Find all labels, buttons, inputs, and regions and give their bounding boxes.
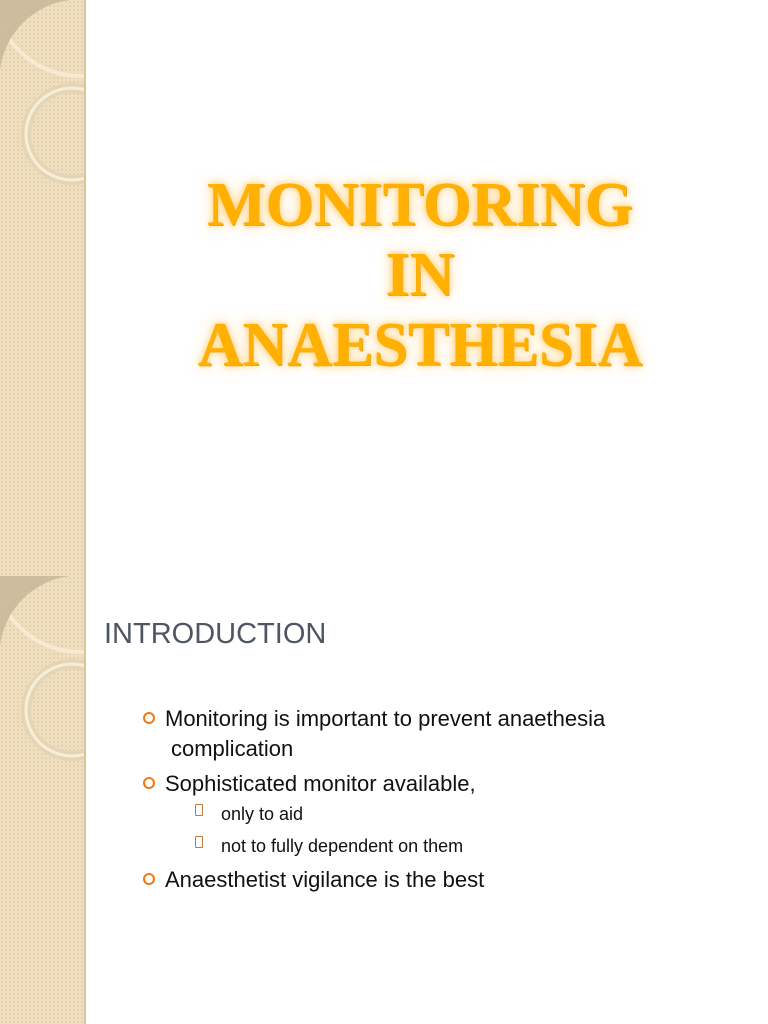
decorative-side-band xyxy=(0,576,86,1024)
bullet-item xyxy=(140,769,740,859)
decorative-circles-graphic xyxy=(0,0,84,576)
bullet-item xyxy=(140,865,740,895)
circle-bullet-icon xyxy=(143,777,155,789)
circle-bullet-icon xyxy=(143,712,155,724)
title-line-2: IN xyxy=(385,241,455,309)
bullet-item xyxy=(140,704,740,764)
title-line-1: MONITORING xyxy=(206,171,633,239)
sub-bullet-item xyxy=(165,833,740,859)
missing-glyph-bullet-icon xyxy=(195,802,204,816)
missing-glyph-bullet-icon xyxy=(195,834,204,848)
decorative-side-band xyxy=(0,0,86,576)
title-line-3: ANAESTHESIA xyxy=(197,311,643,379)
slide-title xyxy=(110,170,730,380)
sub-bullet-text: not to fully dependent on them xyxy=(221,836,464,856)
sub-bullet-list xyxy=(165,801,740,859)
introduction-slide xyxy=(0,576,768,1024)
bullet-text: Monitoring is important to prevent anaethesia xyxy=(165,706,606,731)
decorative-circles-graphic xyxy=(0,576,84,1024)
bullet-text: Sophisticated monitor available, xyxy=(165,771,476,796)
circle-bullet-icon xyxy=(143,873,155,885)
bullet-text-continuation: complication xyxy=(171,736,294,761)
slide-heading: INTRODUCTION xyxy=(104,618,327,650)
bullet-text: Anaesthetist vigilance is the best xyxy=(165,867,485,892)
sub-bullet-item xyxy=(165,801,740,827)
bullet-list xyxy=(140,704,740,900)
sub-bullet-text: only to aid xyxy=(221,804,304,824)
